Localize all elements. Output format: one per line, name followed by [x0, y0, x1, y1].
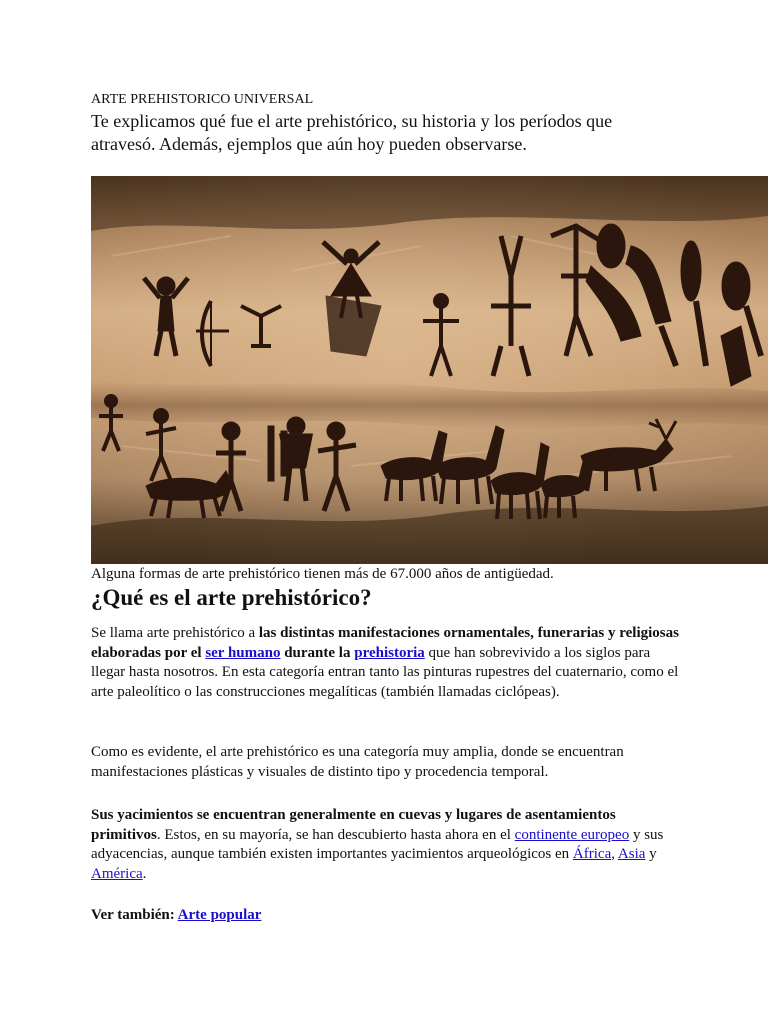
see-also-label: Ver también: [91, 907, 178, 923]
document-title: ARTE PREHISTORICO UNIVERSAL [91, 92, 314, 107]
paragraph-sites [91, 806, 681, 884]
p3-text-5: . [142, 865, 147, 882]
p1-bold-1: las distintas manifestaciones ornamentales, funerarias y religiosas elaboradas por el [91, 625, 679, 661]
p1-bold-2: durante la [280, 644, 355, 661]
section-heading: ¿Qué es el arte prehistórico? [91, 585, 372, 610]
prehistoria-link[interactable]: prehistoria [354, 644, 425, 661]
cave-painting-image [91, 176, 768, 564]
continente-europeo-link[interactable]: continente europeo [514, 826, 630, 843]
paragraph-scope: Como es evidente, el arte prehistórico es una categoría muy amplia, donde se encuentran manifestaciones plásticas y visuales de distinto tipo y procedencia temporal. [91, 744, 624, 780]
intro-text: Te explicamos qué fue el arte prehistórico, su historia y los períodos que atravesó. Además, ejemplos que aún hoy pueden observarse. [91, 111, 613, 154]
america-link[interactable]: América [91, 865, 143, 882]
p3-text-4: y [645, 846, 657, 862]
paragraph-definition [91, 624, 681, 702]
p3-text-3: , [611, 846, 618, 862]
p1-text-2: que han sobrevivido a los siglos para llegar hasta nosotros. En esta categoría entran tanto las pinturas rupestres del cuaternario, como el arte paleolítico o las construcciones megalíticas (también llamadas ciclópeas). [91, 644, 679, 700]
p3-text-2: y sus adyacencias, aunque también existen importantes yacimientos arqueológicos en [91, 826, 664, 862]
see-also [91, 906, 681, 926]
ser-humano-link[interactable]: ser humano [205, 644, 281, 661]
p3-text-1: . Estos, en su mayoría, se han descubierto hasta ahora en el [156, 826, 515, 843]
image-caption: Alguna formas de arte prehistórico tienen más de 67.000 años de antigüedad. [91, 566, 554, 582]
cave-painting-svg [91, 176, 768, 564]
asia-link[interactable]: Asia [617, 846, 646, 862]
arte-popular-link[interactable]: Arte popular [177, 907, 262, 923]
p3-bold-1: Sus yacimientos se encuentran generalmente en cuevas y lugares de asentamientos primitivos [91, 807, 616, 843]
p1-text-1: Se llama arte prehistórico a [91, 625, 259, 641]
africa-link[interactable]: África [572, 846, 612, 862]
